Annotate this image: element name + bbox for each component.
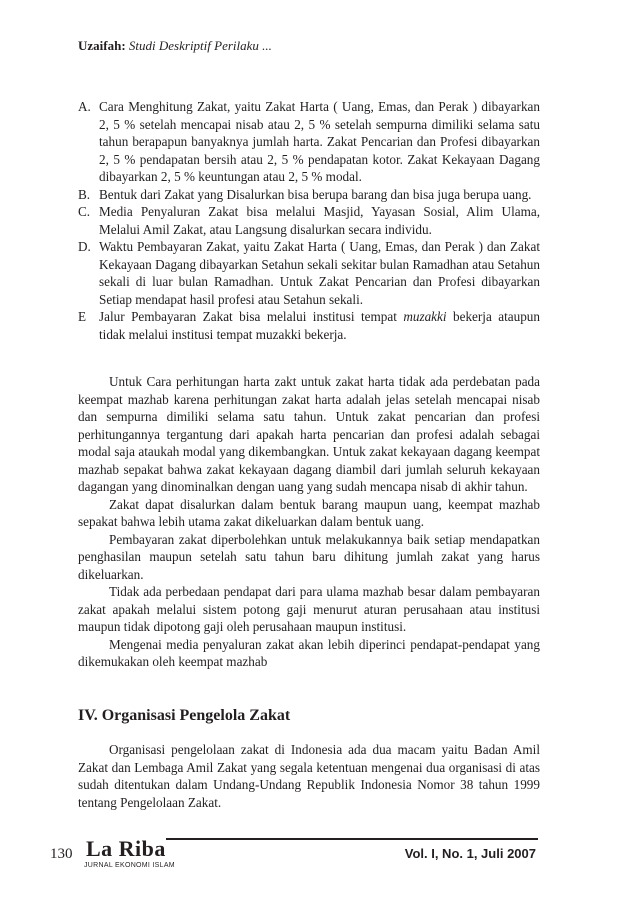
- section-paragraph: Organisasi pengelolaan zakat di Indonesia ada dua macam yaitu Badan Amil Zakat dan Lembaga Amil Zakat yang segala ketentuan mengenai dua organisasi di atas sudah ditentukan dalam Undang-Undang Republik Indonesia Nomor 38 tahun 1999 tentang Pengelolaan Zakat.: [78, 742, 540, 810]
- journal-logo: La Riba: [86, 836, 166, 861]
- list-item-text-after: bekerja ataupun tidak melalui institusi tempat muzakki bekerja.: [99, 309, 540, 342]
- list-item: [78, 308, 540, 343]
- body-paragraph: Untuk Cara perhitungan harta zakt untuk zakat harta tidak ada perdebatan pada keempat mazhab karena perhitungan zakat harta adalah jelas setelah mencapai nisab dan sempurna dimiliki selama satu tahun. Untuk zakat pencarian dan profesi perhitungannya tergantung dari apakah harta pencarian dan profesi adalah sebagai modal saja ataukah modal yang dikembangkan. Untuk zakat kekayaan dagang keempat mazhab sepakat bahwa zakat kekayaan dagang diambil dari jumlah seluruh kekayaan dagangan yang dinominalkan dengan uang yang sudah mencapa nisab di akhir tahun.: [78, 374, 540, 494]
- section-body: [78, 741, 540, 811]
- list-marker: B.: [78, 186, 91, 202]
- list-item: [78, 238, 540, 308]
- list-item: [78, 98, 540, 186]
- body-paragraphs: [78, 373, 540, 671]
- list-item-text: Bentuk dari Zakat yang Disalurkan bisa berupa barang dan bisa juga berupa uang.: [99, 186, 532, 202]
- list-item: [78, 186, 540, 204]
- list-item-italic-term: muzakki: [403, 309, 447, 324]
- body-paragraph: Tidak ada perbedaan pendapat dari para ulama mazhab besar dalam pembayaran zakat apakah melalui sistem potong gaji menurut aturan perusahaan atau institusi maupun tidak dipotong gaji oleh perusahaan maupun institusi.: [78, 584, 540, 634]
- list-item: [78, 203, 540, 238]
- footer-divider: [166, 838, 538, 840]
- enumerated-list: [78, 98, 540, 343]
- body-paragraph: Pembayaran zakat diperbolehkan untuk melakukannya baik setiap mendapatkan penghasilan maupun setelah satu tahun baru dihitung jumlah zakat yang harus dikeluarkan.: [78, 531, 540, 582]
- list-item-text-before: Jalur Pembayaran Zakat bisa melalui institusi tempat: [99, 309, 404, 324]
- running-head-author: Uzaifah:: [78, 38, 126, 53]
- journal-volume-info: Vol. I, No. 1, Juli 2007: [404, 846, 536, 861]
- journal-logo-subtitle: JURNAL EKONOMI ISLAM: [84, 862, 175, 869]
- section-title: IV. Organisasi Pengelola Zakat: [78, 707, 291, 724]
- running-head: [78, 38, 272, 54]
- running-head-title: Studi Deskriptif Perilaku ...: [128, 38, 272, 53]
- page-number: 130: [50, 846, 73, 862]
- list-item-text: [99, 309, 540, 342]
- list-item-text: Media Penyaluran Zakat bisa melalui Masjid, Yayasan Sosial, Alim Ulama, Melalui Amil Zakat, atau Langsung disalurkan secara individu.: [99, 204, 540, 237]
- body-paragraph: Mengenai media penyaluran zakat akan lebih diperinci pendapat-pendapat yang dikemukakan oleh keempat mazhab: [78, 636, 540, 669]
- list-item-text: Waktu Pembayaran Zakat, yaitu Zakat Harta ( Uang, Emas, dan Perak ) dan Zakat Kekayaan Dagang dibayarkan Setahun sekali sekitar bulan Ramadhan atau Setahun sekali di luar bulan Ramadhan. Untuk Zakat Pencarian dan Profesi dibayarkan Setiap mendapat hasil profesi atau Setahun sekali.: [99, 239, 540, 307]
- list-marker: A.: [78, 99, 91, 114]
- body-paragraph: Zakat dapat disalurkan dalam bentuk barang maupun uang, keempat mazhab sepakat bahwa lebih utama zakat dikeluarkan dalam bentuk uang.: [78, 496, 540, 529]
- list-marker: C.: [78, 204, 91, 219]
- list-item-text: Cara Menghitung Zakat, yaitu Zakat Harta ( Uang, Emas, dan Perak ) dibayarkan 2, 5 % setelah mencapai nisab atau 2, 5 % setelah sempurna dimiliki selama satu tahun berapapun banyaknya jumlah harta. Zakat Pencarian dan Profesi dibayarkan 2, 5 % pendapatan bersih atau 2, 5 % pendapatan kotor. Zakat Kekayaan Dagang dibayarkan 2, 5 % keuntungan atau 2, 5 % modal.: [99, 99, 540, 184]
- list-marker: E: [78, 309, 87, 324]
- list-marker: D.: [78, 239, 91, 254]
